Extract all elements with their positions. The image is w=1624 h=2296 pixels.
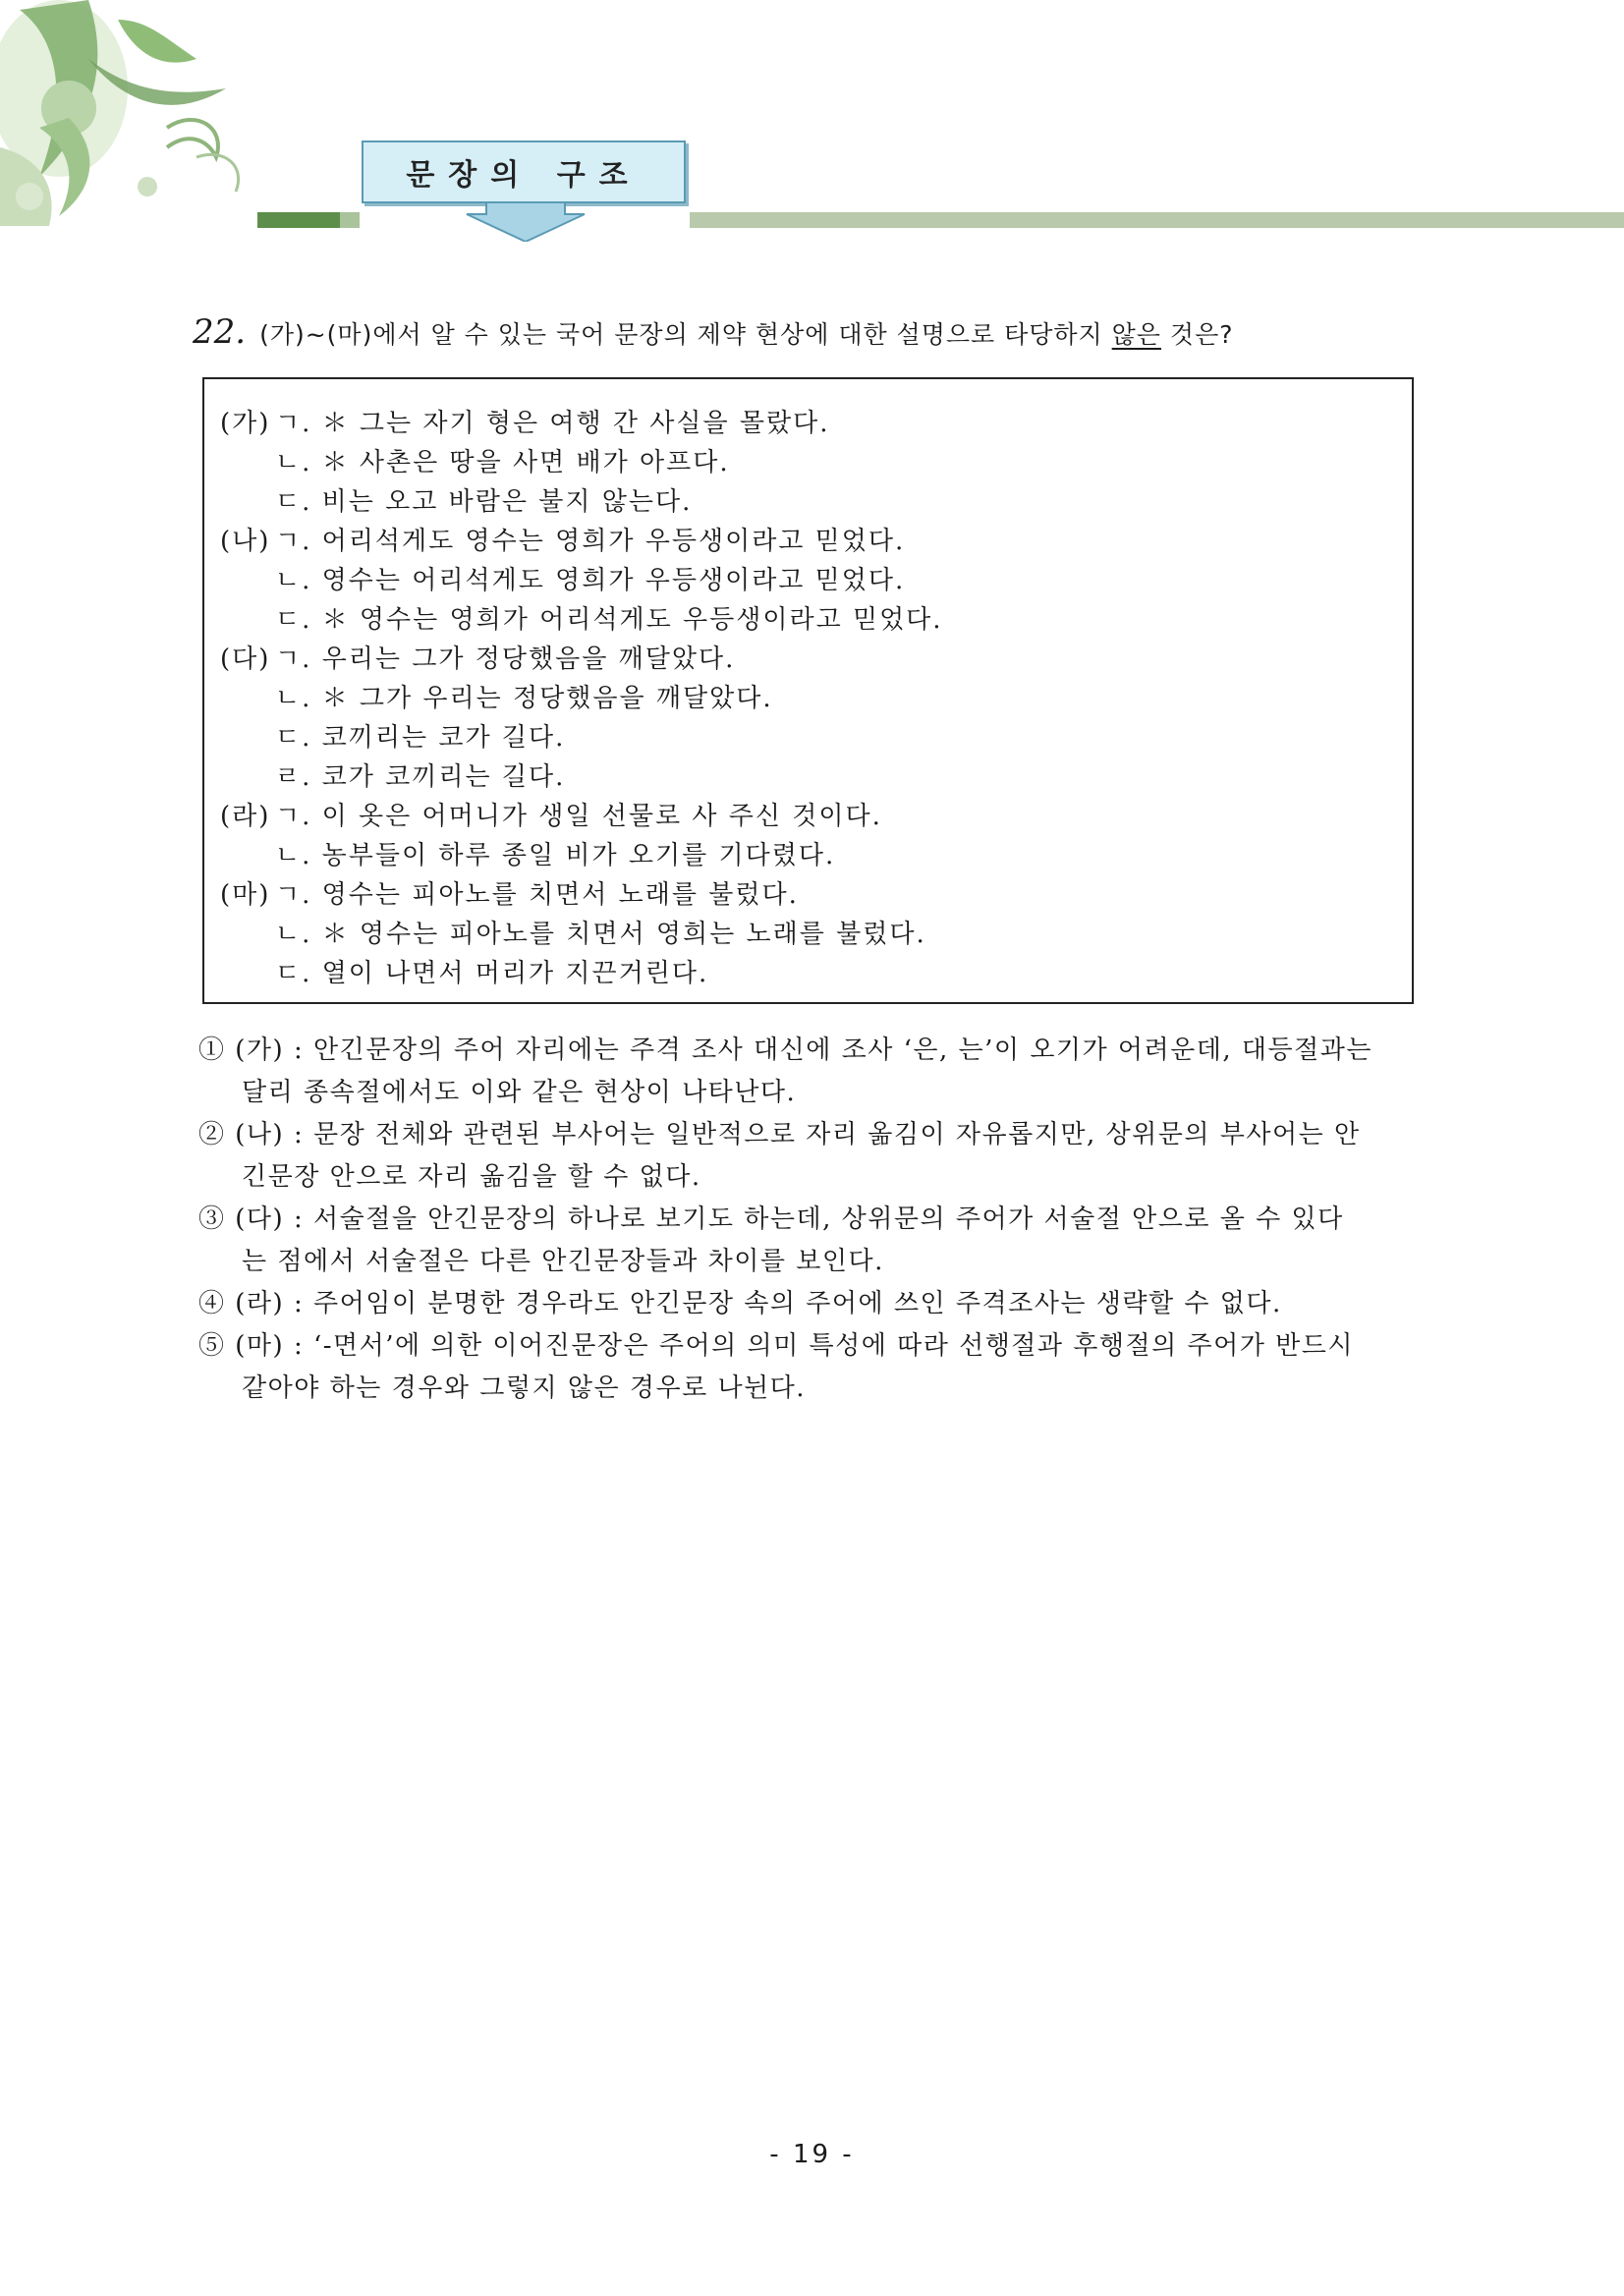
- header-bar-dark: [257, 212, 340, 228]
- example-line: ㄷ. 열이 나면서 머리가 지끈거린다.: [275, 959, 709, 988]
- example-box: [202, 377, 1414, 1004]
- answer-option-3[interactable]: ③ (다) : 서술절을 안긴문장의 하나로 보기도 하는데, 상위문의 주어가 서술절 안으로 올 수 있다 는 점에서 서술절은 다른 안긴문장들과 차이를 보인다.: [198, 1204, 1344, 1276]
- answer-option-4[interactable]: ④ (라) : 주어임이 분명한 경우라도 안긴문장 속의 주어에 쓰인 주격조사는 생략할 수 없다.: [198, 1289, 1282, 1318]
- example-line: (가) ㄱ. ＊ 그는 자기 형은 여행 간 사실을 몰랐다.: [220, 409, 830, 438]
- question-text: (가)~(마)에서 알 수 있는 국어 문장의 제약 현상에 대한 설명으로 타당하지 않은 것은?: [259, 320, 1234, 349]
- header-bar-right: [690, 212, 1624, 228]
- answer-option-2[interactable]: ② (나) : 문장 전체와 관련된 부사어는 일반적으로 자리 옮김이 자유롭지만, 상위문의 부사어는 안 긴문장 안으로 자리 옮김을 할 수 없다.: [198, 1120, 1361, 1192]
- example-line: (다) ㄱ. 우리는 그가 정당했음을 깨달았다.: [220, 644, 736, 674]
- section-title: 문장의 구조: [362, 140, 686, 203]
- question-number: 22.: [193, 312, 247, 352]
- answer-option-5[interactable]: ⑤ (마) : ‘-면서’에 의한 이어진문장은 주어의 의미 특성에 따라 선행절과 후행절의 주어가 반드시 같아야 하는 경우와 그렇지 않은 경우로 나뉜다.: [198, 1331, 1354, 1403]
- example-line: ㄴ. ＊ 영수는 피아노를 치면서 영희는 노래를 불렀다.: [275, 920, 926, 949]
- example-line: (나) ㄱ. 어리석게도 영수는 영희가 우등생이라고 믿었다.: [220, 527, 906, 556]
- underlined-word: 않은: [1111, 320, 1161, 349]
- answer-option-1[interactable]: ① (가) : 안긴문장의 주어 자리에는 주격 조사 대신에 조사 ‘은, 는’이 오기가 어려운데, 대등절과는 달리 종속절에서도 이와 같은 현상이 나타난다.: [198, 1036, 1373, 1107]
- header-bar-light: [340, 212, 360, 228]
- example-line: ㄴ. ＊ 그가 우리는 정당했음을 깨달았다.: [275, 684, 773, 713]
- down-arrow-icon: [462, 202, 589, 242]
- example-line: ㄴ. ＊ 사촌은 땅을 사면 배가 아프다.: [275, 448, 730, 477]
- example-line: ㄴ. 농부들이 하루 종일 비가 오기를 기다렸다.: [275, 841, 836, 870]
- question-heading: [193, 312, 1470, 352]
- example-line: ㄴ. 영수는 어리석게도 영희가 우등생이라고 믿었다.: [275, 566, 906, 595]
- example-line: (라) ㄱ. 이 옷은 어머니가 생일 선물로 사 주신 것이다.: [220, 802, 882, 831]
- example-line: (마) ㄱ. 영수는 피아노를 치면서 노래를 불렀다.: [220, 880, 799, 910]
- page-number: - 19 -: [769, 2140, 855, 2169]
- floral-decoration: [0, 0, 265, 236]
- example-line: ㄹ. 코가 코끼리는 길다.: [275, 762, 566, 792]
- example-line: ㄷ. 코끼리는 코가 길다.: [275, 723, 566, 753]
- example-line: ㄷ. ＊ 영수는 영희가 어리석게도 우등생이라고 믿었다.: [275, 605, 943, 635]
- example-line: ㄷ. 비는 오고 바람은 불지 않는다.: [275, 487, 693, 517]
